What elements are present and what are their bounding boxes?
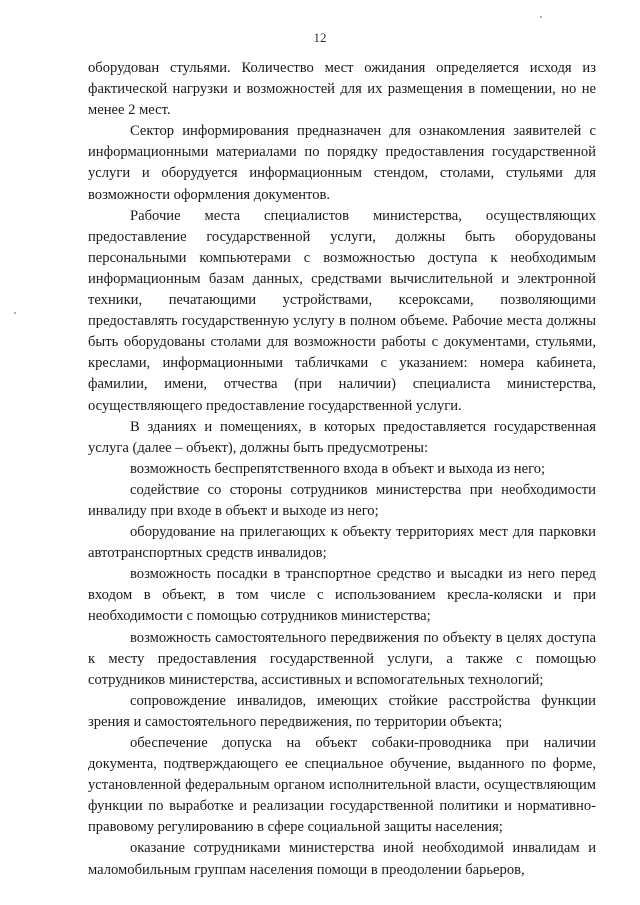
- list-item-movement: возможность самостоятельного передвижения по объекту в целях доступа к месту предоставления государственной услуги, а также с помощью сотрудников министерства, ассистивных и вспомогательных технологий;: [88, 629, 596, 688]
- list-item-staff-assistance: содействие со стороны сотрудников министерства при необходимости инвалиду при входе в объект и выходе из него;: [88, 481, 596, 519]
- list-item-escort: сопровождение инвалидов, имеющих стойкие расстройства функции зрения и самостоятельного передвижения, по территории объекта;: [88, 692, 596, 730]
- paragraph-continuation: оборудован стульями. Количество мест ожидания определяется исходя из фактической нагрузки и возможностей для их размещения в помещении, но не менее 2 мест.: [88, 60, 596, 119]
- paragraph-workplaces: Рабочие места специалистов министерства, осуществляющих предоставление государственной услуги, должны быть оборудованы персональными компьютерами с возможностью доступа к необходимым информационным базам данных, средствами вычислительной и электронной техники, печатающими устройствами, ксероксами, позволяющими предоставлять государственную услугу в полном объеме. Рабочие места должны быть оборудованы столами для возможности работы с документами, стульями, креслами, информационными табличками с указанием: номера кабинета, фамилии, имени, отчества (при наличии) специалиста министерства, осуществляющего предоставление государственной услуги.: [88, 207, 596, 414]
- scan-speck: [14, 312, 16, 314]
- scan-speck: [540, 16, 542, 18]
- paragraph-buildings-intro: В зданиях и помещениях, в которых предоставляется государственная услуга (далее – объект), должны быть предусмотрены:: [88, 418, 596, 456]
- list-item-transport: возможность посадки в транспортное средство и высадки из него перед входом в объект, в том числе с использованием кресла-коляски и при необходимости с помощью сотрудников министерства;: [88, 566, 596, 625]
- paragraph-info-sector: Сектор информирования предназначен для ознакомления заявителей с информационными материалами по порядку предоставления государственной услуги и оборудуется информационным стендом, столами, стульями для возможности оформления документов.: [88, 123, 596, 203]
- list-item-other-help: оказание сотрудниками министерства иной необходимой инвалидам и маломобильным группам населения помощи в преодолении барьеров,: [88, 840, 596, 878]
- page-number: 12: [313, 30, 327, 45]
- list-item-entrance: возможность беспрепятственного входа в объект и выхода из него;: [130, 460, 546, 477]
- body-text: [88, 58, 596, 881]
- list-item-parking: оборудование на прилегающих к объекту территориях мест для парковки автотранспортных средств инвалидов;: [88, 524, 596, 562]
- list-item-guide-dog: обеспечение допуска на объект собаки-проводника при наличии документа, подтверждающего ее специальное обучение, выданного по форме, установленной федеральным органом исполнительной власти, осуществляющим функции по выработке и реализации государственной политики и нормативно-правовому регулированию в сфере социальной защиты населения;: [88, 735, 596, 836]
